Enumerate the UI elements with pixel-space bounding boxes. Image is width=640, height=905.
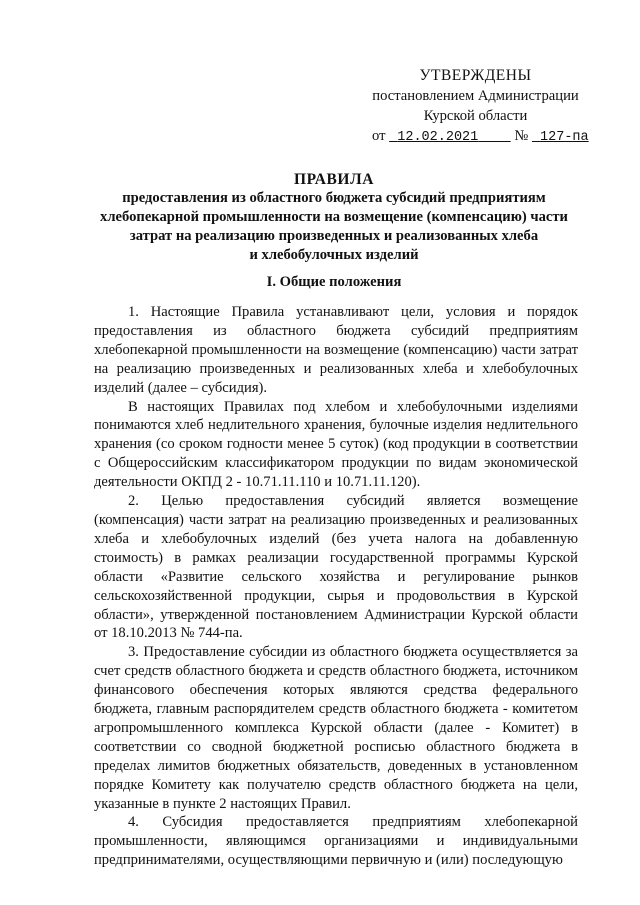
paragraph: 4. Субсидия предоставляется предприятиям хлебопекарной промышленности, являющимся организациями и индивидуальными предпринимателями, осуществляющими первичную и (или) последующую [94, 814, 578, 869]
document-subtitle-line: затрат на реализацию произведенных и реализованных хлеба [129, 228, 539, 244]
document-body [94, 303, 578, 870]
document-title: ПРАВИЛА [293, 171, 375, 188]
document-subtitle-line: и хлебобулочных изделий [249, 247, 419, 263]
approval-date-line [368, 126, 589, 148]
document-title-block [90, 170, 578, 265]
section-heading: I. Общие положения [266, 274, 402, 290]
approval-line-1: постановлением Администрации [372, 88, 579, 104]
document-subtitle-line: предоставления из областного бюджета субсидий предприятиям [122, 190, 546, 206]
paragraph: 3. Предоставление субсидии из областного бюджета осуществляется за счет средств областного бюджета и средств областного бюджета, источником финансового обеспечения которых являются средства федерального бюджета, главным распорядителем средств областного бюджета - комитетом агропромышленного комплекса Курской области (далее - Комитет) в соответствии со сводной бюджетной росписью областного бюджета в пределах лимитов бюджетных обязательств, доведенных в установленном порядке Комитету как получателю средств областного бюджета на цели, указанные в пункте 2 настоящих Правил. [94, 644, 578, 812]
document-subtitle-line: хлебопекарной промышленности на возмещение (компенсацию) части [100, 209, 568, 225]
paragraph: 1. Настоящие Правила устанавливают цели, условия и порядок предоставления из областного бюджета субсидий предприятиям хлебопекарной промышленности на возмещение (компенсацию) части затрат на реализацию произведенных и реализованных хлеба и хлебобулочных изделий (далее – субсидия). [94, 304, 578, 396]
approval-number: 127-па [540, 130, 589, 145]
approval-title: УТВЕРЖДЕНЫ [419, 67, 532, 84]
date-prefix: от [372, 128, 386, 144]
paragraph: 2. Целью предоставления субсидий является возмещение (компенсация) части затрат на реализацию произведенных и реализованных хлеба и хлебобулочных изделий (без учета налога на добавленную стоимость) в рамках реализации государственной программы Курской области «Развитие сельского хозяйства и регулирование рынков сельскохозяйственной продукции, сырья и продовольствия в Курской области», утвержденной постановлением Администрации Курской области от 18.10.2013 № 744-па. [94, 493, 578, 642]
approval-stamp [368, 66, 589, 148]
approval-line-2: Курской области [423, 108, 528, 124]
paragraph: В настоящих Правилах под хлебом и хлебобулочными изделиями понимаются хлеб недлительного хранения, булочные изделия недлительного хранения (со сроком годности менее 5 суток) (код продукции в соответствии с Общероссийским классификатором продукции по видам экономической деятельности ОКПД 2 - 10.71.11.110 и 10.71.11.120). [94, 398, 578, 491]
approval-date: 12.02.2021 [397, 130, 479, 145]
number-prefix: № [514, 128, 529, 144]
